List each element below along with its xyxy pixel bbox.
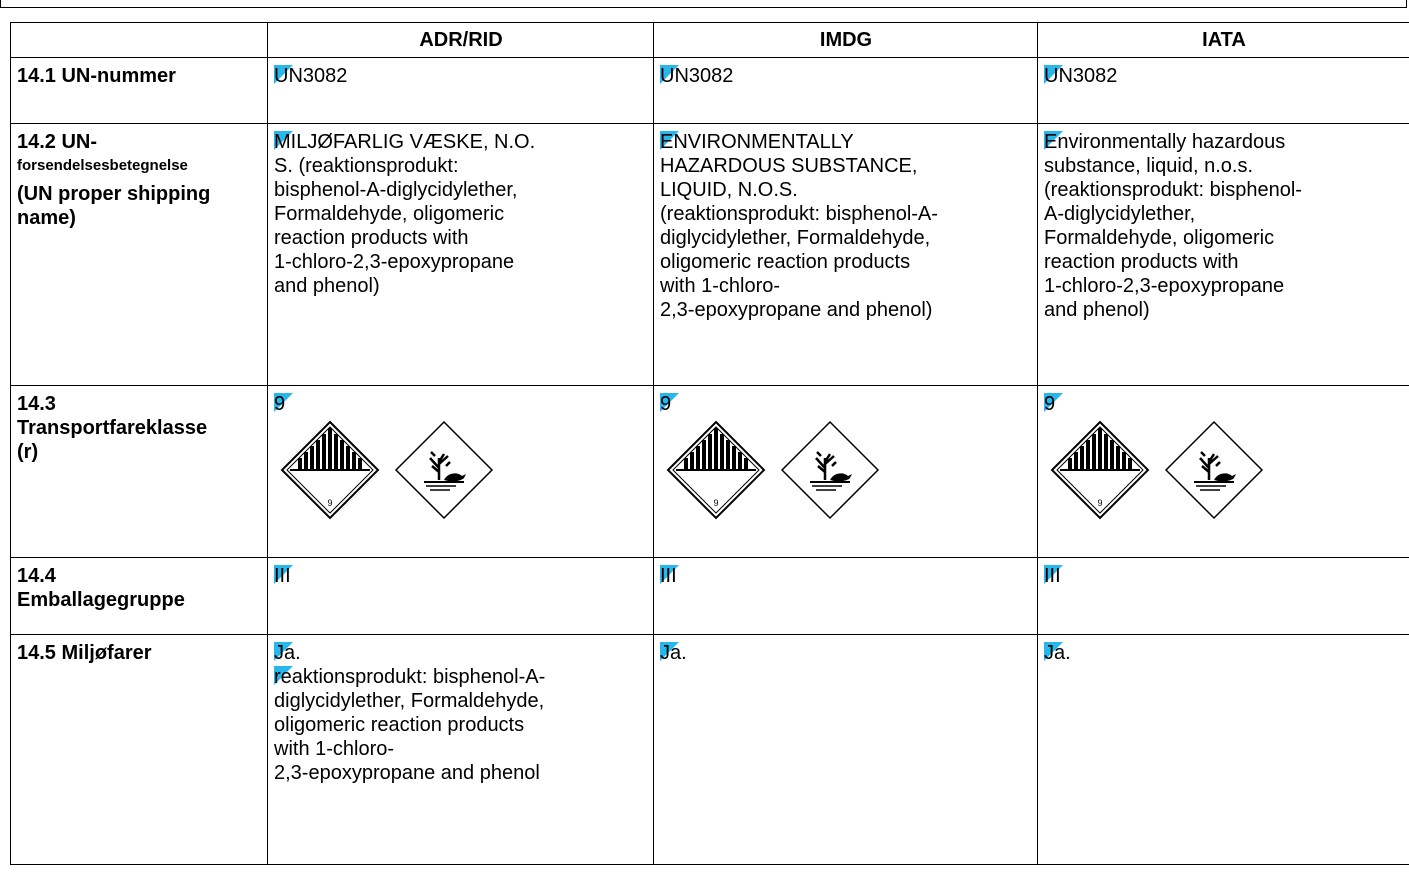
header-iata: IATA <box>1038 23 1409 58</box>
cell-imdg-shipping-name <box>654 124 1038 386</box>
class-9-hazard-diamond-icon <box>1050 420 1150 520</box>
cell-imdg-packing-group <box>654 558 1038 635</box>
row-label-env-hazards: 14.5 Miljøfarer <box>11 635 268 865</box>
row-env-hazards <box>11 635 1409 865</box>
label-part-2: Emballagegruppe <box>17 589 185 611</box>
revision-marker-icon: III <box>660 565 677 587</box>
header-imdg: IMDG <box>654 23 1038 58</box>
cell-imdg-un-number <box>654 58 1038 124</box>
cell-adr-hazard-class <box>268 386 654 558</box>
environment-hazard-diamond-icon <box>1164 420 1264 520</box>
row-label-hazard-class <box>11 386 268 558</box>
cell-adr-shipping-name <box>268 124 654 386</box>
row-label-un-number: 14.1 UN-nummer <box>11 58 268 124</box>
revision-marker-icon: ENVIRONMENTALLY HAZARDOUS SUBSTANCE, LIQUID, N.O.S. (reaktionsprodukt: bisphenol-A- diglycidylether, Formaldehyde, oligomeric reaction products with 1-chloro- 2,3-epoxypropane and phenol) <box>660 131 938 321</box>
header-empty-cell <box>11 23 268 58</box>
revision-marker-icon: UN3082 <box>1044 65 1118 87</box>
row-shipping-name <box>11 124 1409 386</box>
cell-imdg-env-hazards <box>654 635 1038 865</box>
cell-adr-packing-group <box>268 558 654 635</box>
cell-adr-env-hazards <box>268 635 654 865</box>
svg-text:9: 9 <box>1097 498 1103 508</box>
environment-hazard-diamond-icon <box>780 420 880 520</box>
label-part-2: Transportfareklasse <box>17 417 208 439</box>
hazard-pictograms <box>1044 416 1404 520</box>
hazard-pictograms <box>660 416 1032 520</box>
class-9-hazard-diamond-icon <box>280 420 380 520</box>
revision-marker-icon: 9 <box>274 393 286 415</box>
row-hazard-class <box>11 386 1409 558</box>
revision-marker-icon: MILJØFARLIG VÆSKE, N.O. S. (reaktionsprodukt: bisphenol-A-diglycidylether, Formaldehyde, oligomeric reaction products with 1-chloro-2,3-epoxypropane and phenol) <box>274 131 536 297</box>
revision-marker-icon: 9 <box>1044 393 1056 415</box>
revision-marker-icon: reaktionsprodukt: bisphenol-A- diglycidylether, Formaldehyde, oligomeric reaction products with 1-chloro- 2,3-epoxypropane and phenol <box>274 666 546 784</box>
table-header-row <box>11 23 1409 58</box>
revision-marker-icon: Ja. <box>274 642 301 664</box>
transport-info-table <box>10 22 1409 865</box>
cell-imdg-hazard-class <box>654 386 1038 558</box>
revision-marker-icon: 9 <box>660 393 672 415</box>
label-part-1: 14.2 UN- <box>17 131 98 153</box>
revision-marker-icon: Ja. <box>1044 642 1071 664</box>
svg-text:9: 9 <box>327 498 333 508</box>
environment-hazard-diamond-icon <box>394 420 494 520</box>
cell-iata-hazard-class <box>1038 386 1409 558</box>
page-top-frame <box>0 0 1407 8</box>
label-part-1: 14.3 <box>17 393 56 415</box>
revision-marker-icon: Environmentally hazardous substance, liquid, n.o.s. (reaktionsprodukt: bisphenol- A-diglycidylether, Formaldehyde, oligomeric reaction products with 1-chloro-2,3-epoxypropane and phenol) <box>1044 131 1302 321</box>
header-adr-rid: ADR/RID <box>268 23 654 58</box>
row-label-shipping-name <box>11 124 268 386</box>
revision-marker-icon: III <box>274 565 291 587</box>
cell-adr-un-number <box>268 58 654 124</box>
row-un-number <box>11 58 1409 124</box>
revision-marker-icon: III <box>1044 565 1061 587</box>
cell-iata-shipping-name <box>1038 124 1409 386</box>
row-packing-group <box>11 558 1409 635</box>
cell-iata-env-hazards <box>1038 635 1409 865</box>
cell-iata-un-number <box>1038 58 1409 124</box>
row-label-packing-group <box>11 558 268 635</box>
hazard-pictograms <box>274 416 648 520</box>
revision-marker-icon: Ja. <box>660 642 687 664</box>
label-part-3: (UN proper shipping name) <box>17 183 211 229</box>
label-part-2: forsendelsesbetegnelse <box>17 157 188 174</box>
svg-text:9: 9 <box>713 498 719 508</box>
revision-marker-icon: UN3082 <box>274 65 348 87</box>
class-9-hazard-diamond-icon <box>666 420 766 520</box>
label-part-1: 14.4 <box>17 565 56 587</box>
cell-iata-packing-group <box>1038 558 1409 635</box>
label-part-3: (r) <box>17 441 39 463</box>
revision-marker-icon: UN3082 <box>660 65 734 87</box>
